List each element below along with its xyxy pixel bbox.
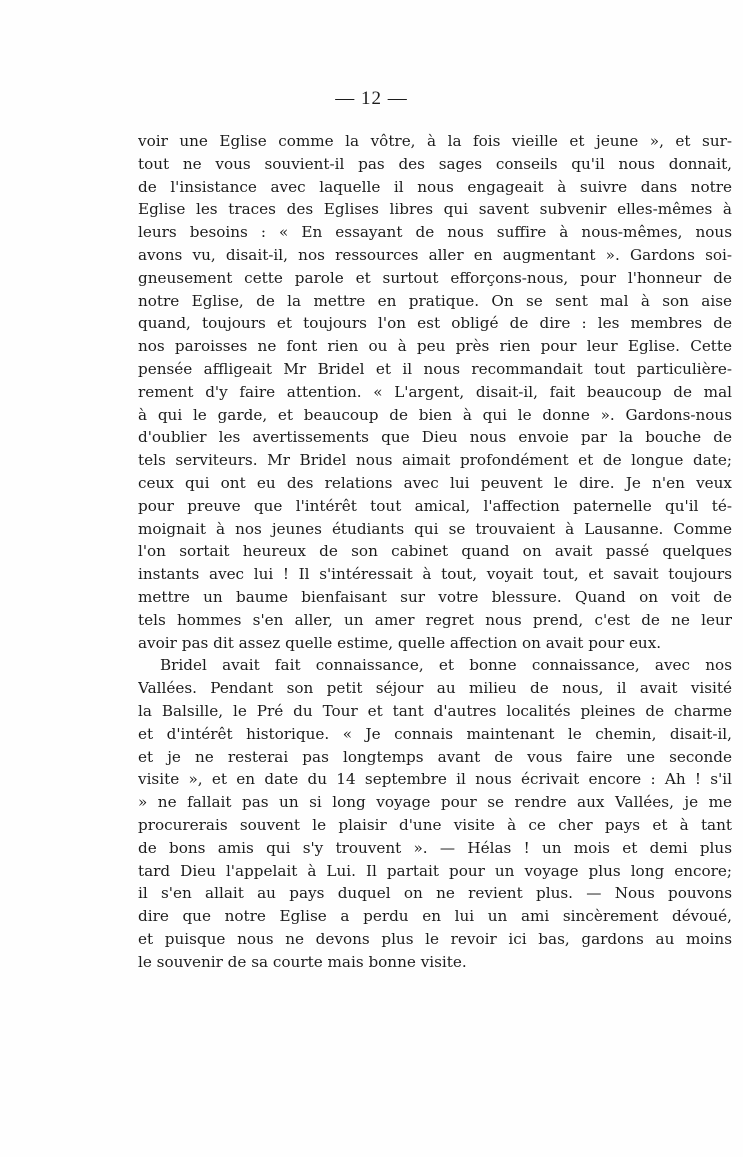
text-line: de bons amis qui s'y trouvent ». — Hélas ! un mois et demi plus	[138, 838, 732, 857]
text-line: » ne fallait pas un si long voyage pour se rendre aux Vallées, je me	[138, 793, 732, 812]
text-line: et d'intérêt historique. « Je connais maintenant le chemin, disait-il,	[138, 724, 732, 743]
text-line: il s'en allait au pays duquel on ne revient plus. — Nous pouvons	[138, 884, 732, 903]
text-line: tout ne vous souvient-il pas des sages conseils qu'il nous donnait,	[138, 154, 732, 173]
text-line: nos paroisses ne font rien ou à peu près rien pour leur Eglise. Cette	[138, 337, 732, 356]
text-line: gneusement cette parole et surtout efforçons-nous, pour l'honneur de	[138, 268, 732, 287]
text-line: mettre un baume bienfaisant sur votre blessure. Quand on voit de	[138, 587, 732, 606]
text-line: leurs besoins : « En essayant de nous suffire à nous-mêmes, nous	[138, 223, 732, 242]
text-line: pour preuve que l'intérêt tout amical, l'affection paternelle qu'il té-	[138, 496, 732, 515]
page-number: — 12 —	[335, 88, 408, 109]
body-text	[138, 130, 732, 973]
text-line: pensée affligeait Mr Bridel et il nous recommandait tout particulière-	[138, 359, 732, 378]
text-line: ceux qui ont eu des relations avec lui peuvent le dire. Je n'en veux	[138, 473, 732, 492]
text-line: la Balsille, le Pré du Tour et tant d'autres localités pleines de charme	[138, 701, 732, 720]
text-line: procurerais souvent le plaisir d'une visite à ce cher pays et à tant	[138, 815, 732, 834]
text-line: de l'insistance avec laquelle il nous engageait à suivre dans notre	[138, 177, 732, 196]
text-line: tels hommes s'en aller, un amer regret nous prend, c'est de ne leur	[138, 610, 732, 629]
text-line: l'on sortait heureux de son cabinet quand on avait passé quelques	[138, 542, 732, 561]
text-line: et je ne resterai pas longtemps avant de vous faire une seconde	[138, 747, 732, 766]
text-line: quand, toujours et toujours l'on est obligé de dire : les membres de	[138, 314, 732, 333]
text-line: Bridel avait fait connaissance, et bonne connaissance, avec nos	[160, 656, 732, 675]
text-line: visite », et en date du 14 septembre il nous écrivait encore : Ah ! s'il	[138, 770, 732, 789]
text-line: moignait à nos jeunes étudiants qui se trouvaient à Lausanne. Comme	[138, 519, 732, 538]
text-line: avoir pas dit assez quelle estime, quelle affection on avait pour eux.	[138, 633, 662, 652]
text-line: tels serviteurs. Mr Bridel nous aimait profondément et de longue date;	[138, 451, 732, 470]
text-line: d'oublier les avertissements que Dieu nous envoie par la bouche de	[138, 428, 732, 447]
text-line: dire que notre Eglise a perdu en lui un ami sincèrement dévoué,	[138, 907, 732, 926]
text-line: tard Dieu l'appelait à Lui. Il partait pour un voyage plus long encore;	[138, 861, 732, 880]
text-line: rement d'y faire attention. « L'argent, disait-il, fait beaucoup de mal	[138, 382, 732, 401]
text-line: à qui le garde, et beaucoup de bien à qui le donne ». Gardons-nous	[138, 405, 732, 424]
text-line: Eglise les traces des Eglises libres qui savent subvenir elles-mêmes à	[138, 200, 732, 219]
text-line: voir une Eglise comme la vôtre, à la fois vieille et jeune », et sur-	[138, 132, 732, 150]
text-line: Vallées. Pendant son petit séjour au milieu de nous, il avait visité	[138, 679, 732, 698]
text-line: et puisque nous ne devons plus le revoir ici bas, gardons au moins	[138, 929, 732, 948]
text-line: instants avec lui ! Il s'intéressait à tout, voyait tout, et savait toujours	[138, 565, 732, 584]
text-line: avons vu, disait-il, nos ressources aller en augmentant ». Gardons soi-	[138, 245, 732, 264]
text-line: notre Eglise, de la mettre en pratique. On se sent mal à son aise	[138, 291, 732, 310]
text-line: le souvenir de sa courte mais bonne visite.	[138, 952, 467, 971]
